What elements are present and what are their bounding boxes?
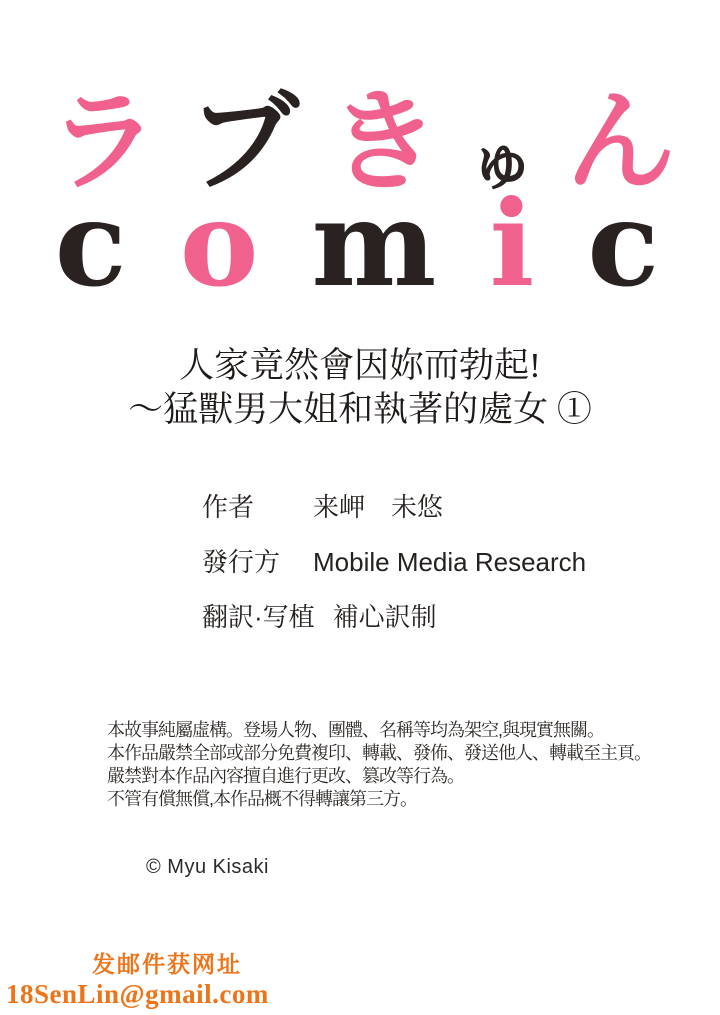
- logo-kana-n: ん: [565, 78, 672, 206]
- copyright-notice: © Myu Kisaki: [146, 856, 269, 878]
- credit-label-translation: 翻訳·写植: [202, 602, 315, 632]
- logo-letter-o: o: [179, 173, 265, 313]
- credit-value-author: 来岬 未悠: [313, 492, 444, 522]
- logo-comic-word: [0, 173, 720, 313]
- credit-label-publisher: 發行方: [202, 547, 281, 577]
- uploader-promo: [6, 951, 269, 1009]
- disclaimer-block: [107, 719, 651, 811]
- credit-row-translation: [202, 602, 586, 632]
- publisher-logo: [0, 78, 720, 313]
- disclaimer-line-3: 嚴禁對本作品內容擅自進行更改、篡改等行為。: [107, 766, 464, 786]
- credit-value-publisher: Mobile Media Research: [313, 547, 587, 577]
- work-title-line2: ～猛獸男大姐和執著的處女 ①: [128, 390, 592, 429]
- logo-letter-i: i: [489, 173, 541, 313]
- work-title: [0, 344, 720, 432]
- logo-kana-bu: ブ: [188, 78, 295, 206]
- logo-letter-c2: c: [587, 173, 666, 313]
- credit-row-publisher: [202, 547, 586, 577]
- promo-email: 18SenLin@gmail.com: [6, 979, 269, 1009]
- promo-text: 发邮件获网址: [92, 952, 242, 977]
- disclaimer-line-1: 本故事純屬虛構。登場人物、團體、名稱等均為架空,與現實無關。: [107, 720, 604, 740]
- logo-letter-c1: c: [54, 173, 133, 313]
- work-title-line1: 人家竟然會因妳而勃起!: [179, 346, 541, 385]
- disclaimer-line-2: 本作品嚴禁全部或部分免費複印、轉載、發佈、發送他人、轉載至主頁。: [107, 743, 651, 763]
- credit-label-author: 作者: [202, 492, 255, 522]
- credit-value-translation: 補心訳制: [332, 602, 437, 632]
- logo-kana-yu: ゅ: [469, 121, 532, 199]
- logo-letter-m: m: [311, 173, 443, 313]
- credits-block: [202, 492, 586, 657]
- credit-row-author: [202, 492, 586, 522]
- logo-kana-ki: き: [329, 78, 435, 206]
- disclaimer-line-4: 不管有償無償,本作品概不得轉讓第三方。: [107, 789, 417, 809]
- logo-kana-ra: ラ: [48, 78, 155, 206]
